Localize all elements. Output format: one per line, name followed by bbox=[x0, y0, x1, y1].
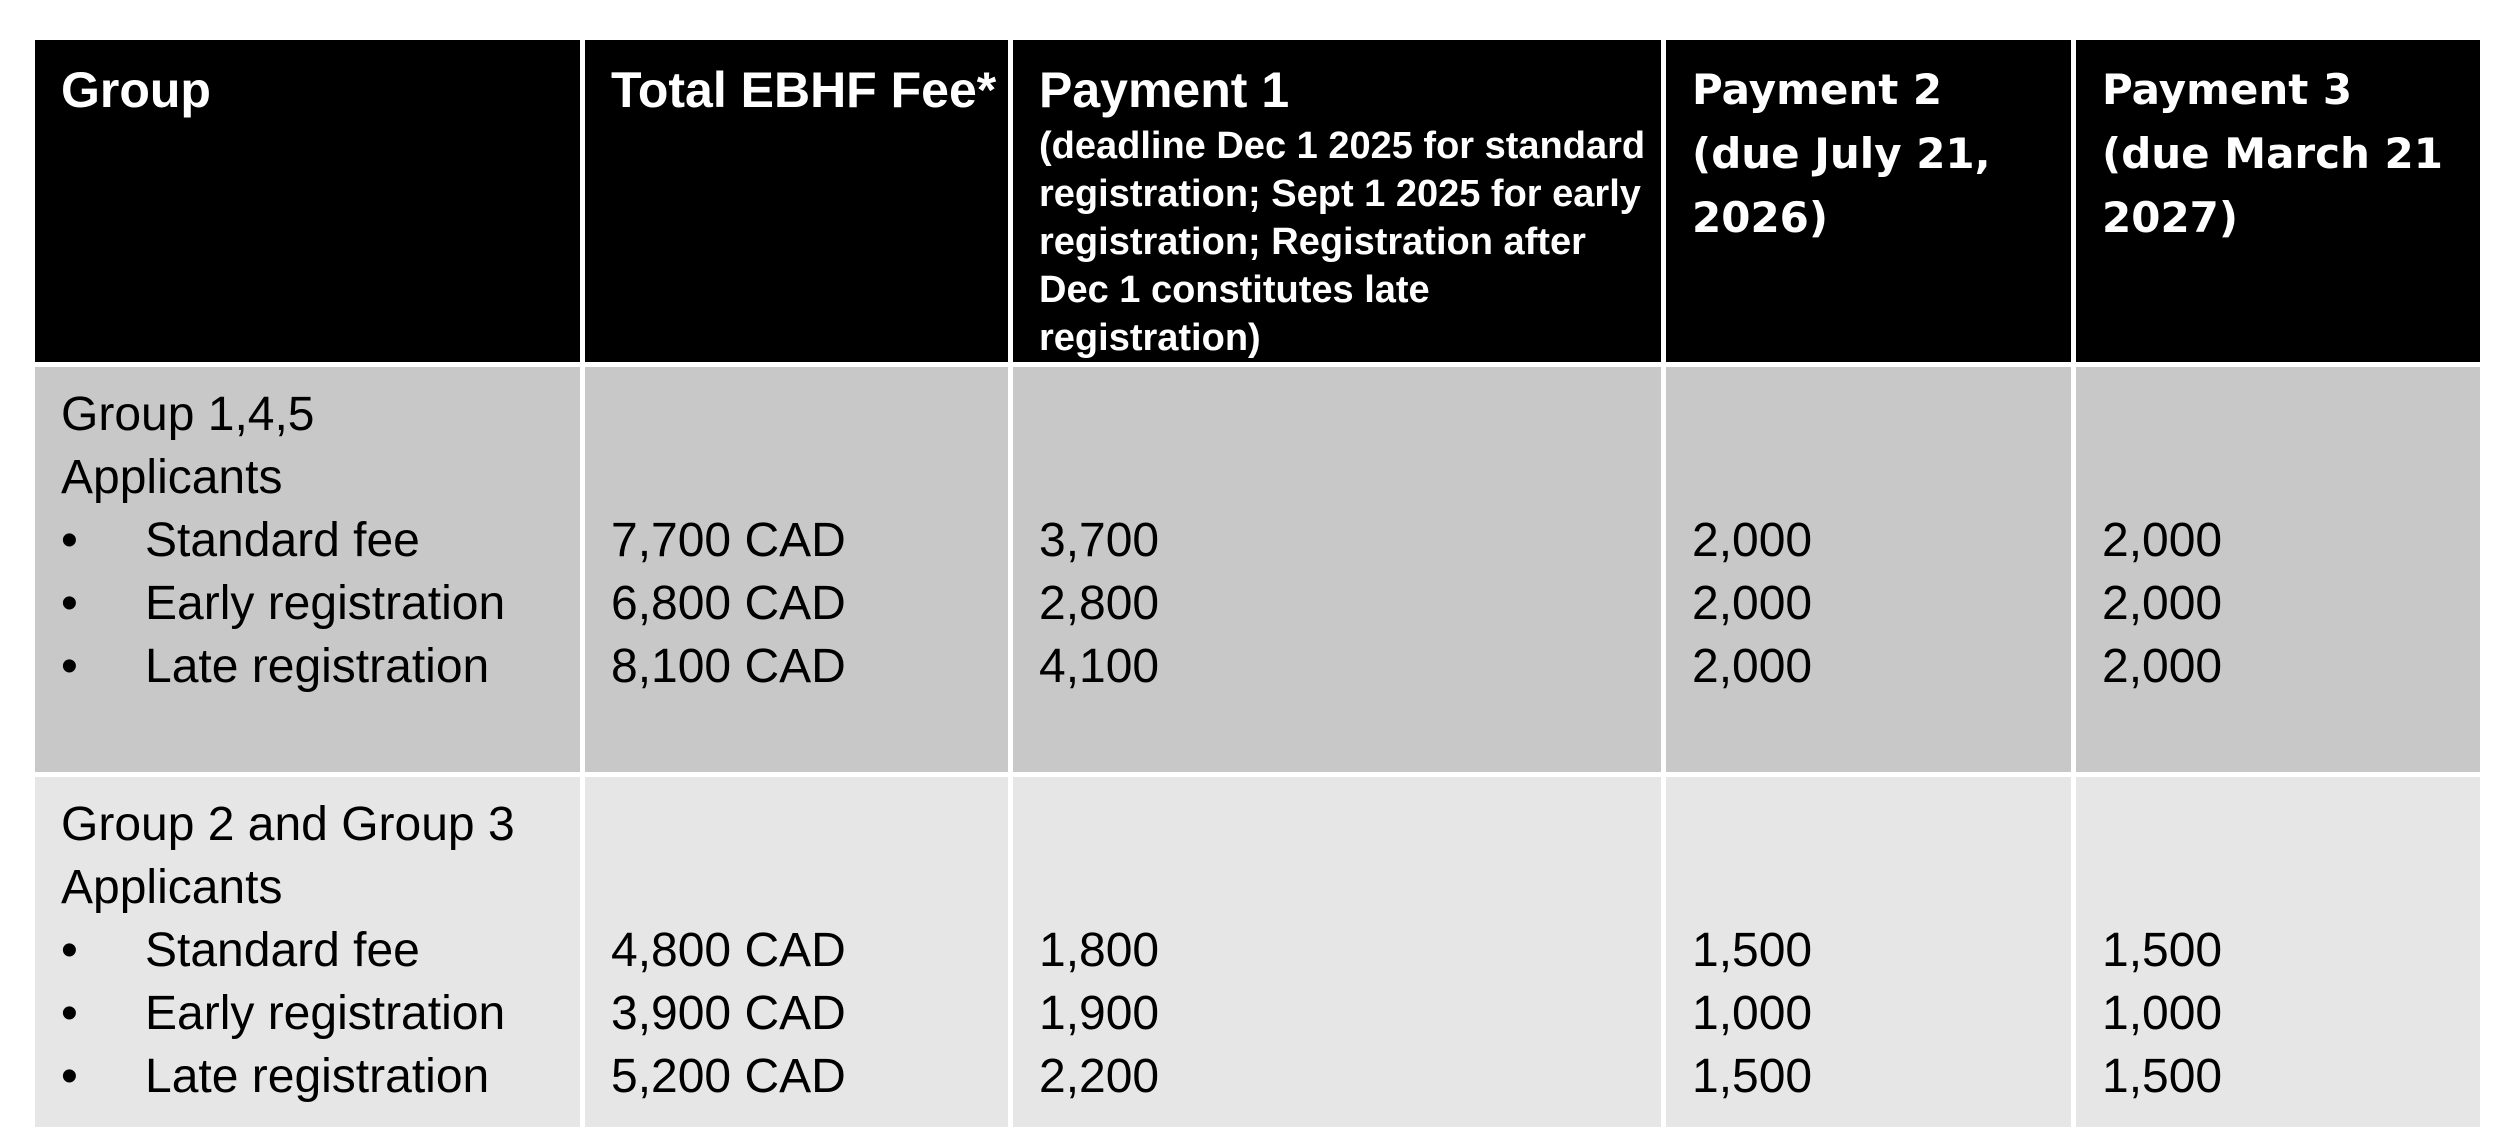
group-cell bbox=[33, 365, 583, 775]
payment-2-cell bbox=[1664, 775, 2074, 1130]
payment-1-cell bbox=[1011, 775, 1664, 1130]
fee-type-label: Late registration bbox=[145, 640, 490, 693]
payment-3-value: 1,500 bbox=[2102, 1050, 2223, 1103]
bullet: • bbox=[61, 514, 78, 567]
total-fee-cell bbox=[583, 775, 1011, 1130]
payment-2-value: 2,000 bbox=[1692, 640, 1813, 693]
list-item bbox=[61, 572, 560, 635]
payment-2-value: 1,000 bbox=[1692, 987, 1813, 1040]
payment-3-value: 2,000 bbox=[2102, 577, 2223, 630]
payment-1-value: 2,800 bbox=[1039, 577, 1160, 630]
total-fee-cell bbox=[583, 365, 1011, 775]
header-payment-2-label: Payment 2 (due July 21, 2026) bbox=[1692, 65, 1991, 242]
list-item bbox=[61, 1045, 560, 1108]
payment-2-value: 2,000 bbox=[1692, 514, 1813, 567]
payment-3-cell bbox=[2074, 775, 2483, 1130]
header-total-fee bbox=[583, 38, 1011, 365]
payment-3-value: 1,000 bbox=[2102, 987, 2223, 1040]
group-title: Group 1,4,5 Applicants bbox=[61, 388, 315, 504]
payment-2-cell bbox=[1664, 365, 2074, 775]
header-group bbox=[33, 38, 583, 365]
bullet: • bbox=[61, 924, 78, 977]
header-payment-3 bbox=[2074, 38, 2483, 365]
header-payment-1-title: Payment 1 bbox=[1039, 62, 1290, 118]
total-fee-value: 5,200 CAD bbox=[611, 1050, 846, 1103]
fee-table bbox=[30, 35, 2485, 1132]
fee-type-label: Standard fee bbox=[145, 924, 420, 977]
total-fee-value: 6,800 CAD bbox=[611, 577, 846, 630]
total-fee-value: 7,700 CAD bbox=[611, 514, 846, 567]
payment-1-cell bbox=[1011, 365, 1664, 775]
payment-3-value: 2,000 bbox=[2102, 640, 2223, 693]
fee-type-label: Early registration bbox=[145, 577, 506, 630]
payment-3-value: 2,000 bbox=[2102, 514, 2223, 567]
bullet: • bbox=[61, 987, 78, 1040]
header-total-fee-label: Total EBHF Fee* bbox=[611, 62, 997, 118]
bullet: • bbox=[61, 640, 78, 693]
payment-1-value: 3,700 bbox=[1039, 514, 1160, 567]
payment-3-cell bbox=[2074, 365, 2483, 775]
bullet: • bbox=[61, 577, 78, 630]
payment-1-value: 4,100 bbox=[1039, 640, 1160, 693]
list-item bbox=[61, 635, 560, 698]
payment-2-value: 1,500 bbox=[1692, 924, 1813, 977]
list-item bbox=[61, 509, 560, 572]
payment-2-value: 2,000 bbox=[1692, 577, 1813, 630]
header-payment-1 bbox=[1011, 38, 1664, 365]
header-payment-2 bbox=[1664, 38, 2074, 365]
payment-1-value: 1,900 bbox=[1039, 987, 1160, 1040]
table-row-group-1-4-5 bbox=[33, 365, 2483, 775]
payment-1-value: 2,200 bbox=[1039, 1050, 1160, 1103]
bullet: • bbox=[61, 1050, 78, 1103]
payment-3-value: 1,500 bbox=[2102, 924, 2223, 977]
payment-2-value: 1,500 bbox=[1692, 1050, 1813, 1103]
group-title: Group 2 and Group 3 Applicants bbox=[61, 798, 515, 914]
list-item bbox=[61, 982, 560, 1045]
header-group-label: Group bbox=[61, 62, 211, 118]
header-payment-3-label: Payment 3 (due March 21 2027) bbox=[2102, 65, 2443, 242]
fee-type-label: Late registration bbox=[145, 1050, 490, 1103]
header-payment-1-deadline-note: (deadline Dec 1 2025 for standard registration; Sept 1 2025 for early registration; Registration after Dec 1 constitutes late registration) bbox=[1039, 125, 1646, 359]
total-fee-value: 4,800 CAD bbox=[611, 924, 846, 977]
group-cell bbox=[33, 775, 583, 1130]
table-row-group-2-3 bbox=[33, 775, 2483, 1130]
fee-type-label: Standard fee bbox=[145, 514, 420, 567]
total-fee-value: 8,100 CAD bbox=[611, 640, 846, 693]
fee-type-label: Early registration bbox=[145, 987, 506, 1040]
total-fee-value: 3,900 CAD bbox=[611, 987, 846, 1040]
list-item bbox=[61, 919, 560, 982]
payment-1-value: 1,800 bbox=[1039, 924, 1160, 977]
header-row bbox=[33, 38, 2483, 365]
